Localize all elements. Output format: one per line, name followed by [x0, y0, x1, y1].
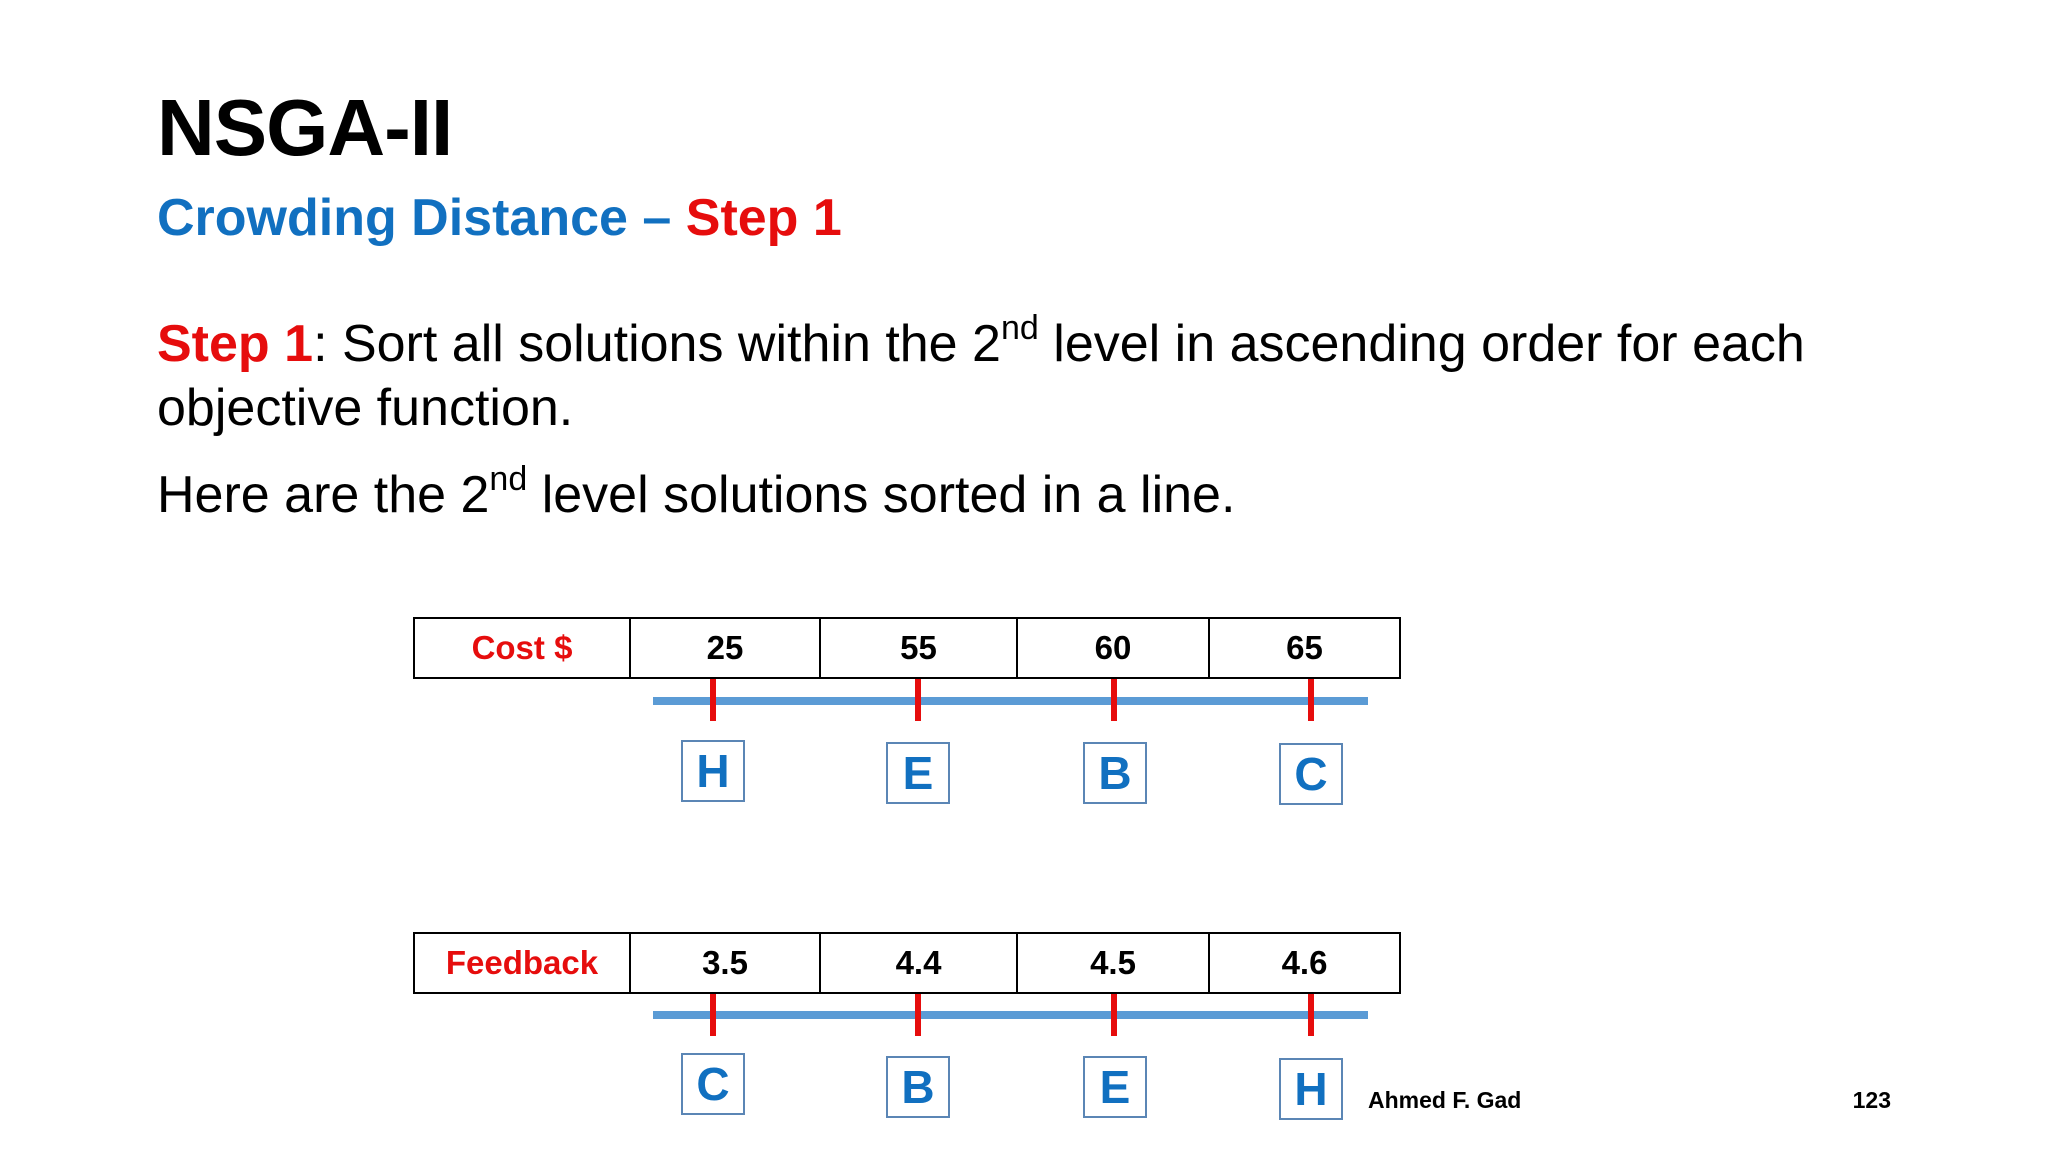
cost-value-cell: 25: [629, 619, 819, 677]
cost-solution-box: C: [1279, 743, 1343, 805]
step-text-b: level in ascending order for each objective function.: [157, 315, 1805, 437]
subtitle-step: Step 1: [685, 189, 842, 247]
feedback-value-cell: 4.5: [1016, 934, 1208, 992]
feedback-number-line: [653, 1011, 1368, 1019]
feedback-header-cell: Feedback: [445, 944, 599, 981]
step-text-a: : Sort all solutions within the 2: [313, 315, 1001, 373]
feedback-tick: [1111, 994, 1117, 1036]
cost-tick: [1308, 679, 1314, 721]
cost-table: [413, 617, 1401, 679]
cost-tick: [1111, 679, 1117, 721]
subtitle-main: Crowding Distance –: [157, 189, 686, 247]
slide-title: NSGA-II: [157, 83, 453, 172]
cost-header-cell: Cost $: [471, 629, 573, 666]
step-label: Step 1: [157, 315, 314, 373]
slide-number: 123: [1852, 1087, 1891, 1113]
feedback-value-cell: 3.5: [629, 934, 819, 992]
cost-value-cell: 55: [819, 619, 1016, 677]
feedback-table: [413, 932, 1401, 994]
feedback-tick: [915, 994, 921, 1036]
cost-solution-box: H: [681, 740, 745, 802]
slide-subtitle: [157, 189, 842, 247]
line2-text-b: level solutions sorted in a line.: [527, 466, 1236, 524]
cost-solution-box: B: [1083, 742, 1147, 804]
feedback-tick: [1308, 994, 1314, 1036]
feedback-tick: [710, 994, 716, 1036]
feedback-solution-box: C: [681, 1053, 745, 1115]
sorted-line-description: [157, 460, 1917, 527]
feedback-solution-box: E: [1083, 1056, 1147, 1118]
footer-author: Ahmed F. Gad: [1368, 1087, 1522, 1113]
step-sup: nd: [1000, 309, 1039, 347]
line2-sup: nd: [489, 460, 528, 498]
feedback-value-cell: 4.4: [819, 934, 1016, 992]
feedback-solution-box: H: [1279, 1058, 1343, 1120]
cost-number-line: [653, 697, 1368, 705]
step-description: [157, 309, 1917, 440]
line2-text-a: Here are the 2: [157, 466, 490, 524]
cost-tick: [915, 679, 921, 721]
cost-value-cell: 60: [1016, 619, 1208, 677]
cost-solution-box: E: [886, 742, 950, 804]
cost-tick: [710, 679, 716, 721]
feedback-value-cell: 4.6: [1208, 934, 1399, 992]
feedback-solution-box: B: [886, 1056, 950, 1118]
cost-value-cell: 65: [1208, 619, 1399, 677]
